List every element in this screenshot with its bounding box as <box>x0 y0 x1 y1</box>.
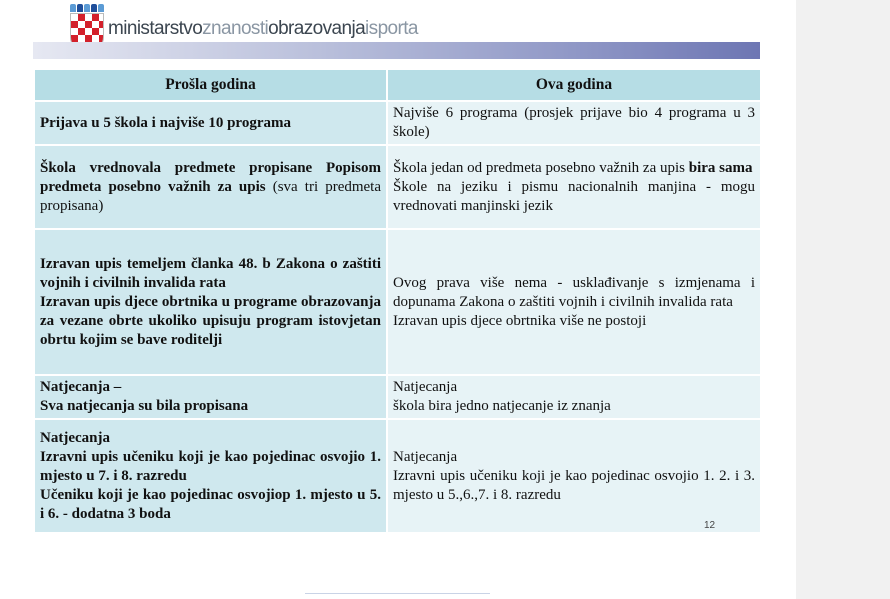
ministry-logo-text <box>108 18 418 40</box>
this-year-cell <box>387 145 761 229</box>
cell-text: Najviše 6 programa (prosjek prijave bio 4 programa u 3 škole) <box>393 105 755 140</box>
brand-segment: znanosti <box>202 18 269 39</box>
brand-segment: obrazovanja <box>268 18 366 39</box>
previous-year-cell <box>34 145 387 229</box>
cell-text: Natjecanja <box>393 379 458 395</box>
cell-text: Ovog prava više nema - usklađivanje s izmjenama i dopunama Zakona o zaštiti vojnih i civilnih invalida rata <box>393 274 755 310</box>
this-year-cell <box>387 101 761 145</box>
table-row <box>34 229 761 375</box>
table-row <box>34 145 761 229</box>
cell-text: Izravan upis temeljem članka 48. b Zakona o zaštiti vojnih i civilnih invalida rata <box>40 255 381 291</box>
comparison-table <box>33 68 762 534</box>
this-year-cell <box>387 419 761 533</box>
table-row <box>34 101 761 145</box>
this-year-cell <box>387 375 761 419</box>
header-gradient-bar <box>33 42 760 59</box>
brand-segment: ministarstvo <box>108 18 203 39</box>
column-header-this-year: Ova godina <box>387 69 761 101</box>
cell-text: Sva natjecanja su bila propisana <box>40 398 249 414</box>
cell-text: Izravni upis učeniku koji je kao pojedinac osvojio 1. mjesto u 7. i 8. razredu <box>40 448 381 484</box>
cell-text: Učeniku koji je kao pojedinac osvojiop 1. mjesto u 5. i 6. - dodatna 3 boda <box>40 486 381 522</box>
brand-segment: i <box>365 18 369 39</box>
cell-text: Izravan upis djece obrtnika u programe obrazovanja za vezane obrte ukoliko upisuju program istovjetan obrtu kojim se bave roditelji <box>40 293 381 348</box>
cell-text: bira sama <box>688 159 753 176</box>
cell-text: Škola jedan od predmeta posebno važnih za upis <box>393 159 689 176</box>
cell-text: Škole na jeziku i pismu nacionalnih manjina - mogu vrednovati manjinski jezik <box>393 178 755 214</box>
cell-text: Izravni upis učeniku koji je kao pojedinac osvojio 1. 2. i 3. mjesto u 5.,6.,7. i 8. razredu <box>393 467 755 503</box>
cell-text: Prijava u 5 škola i najviše 10 programa <box>40 114 291 131</box>
brand-segment: sporta <box>368 18 418 39</box>
cell-text: škola bira jedno natjecanje iz znanja <box>393 398 611 414</box>
table-header-row <box>34 69 761 101</box>
footer-divider <box>305 593 490 594</box>
side-panel <box>796 0 890 599</box>
cell-text: Škola vrednovala predmete propisane Popisom predmeta posebno važnih za upis <box>40 159 381 195</box>
cell-text: Natjecanja <box>393 448 458 465</box>
this-year-cell <box>387 229 761 375</box>
cell-text: Natjecanja – <box>40 379 122 395</box>
previous-year-cell <box>34 229 387 375</box>
previous-year-cell <box>34 375 387 419</box>
cell-text: Izravan upis djece obrtnika više ne postoji <box>393 312 647 329</box>
cell-text: Natjecanja <box>40 429 110 446</box>
previous-year-cell <box>34 419 387 533</box>
column-header-previous-year: Prošla godina <box>34 69 387 101</box>
cell-text: (sva tri predmeta propisana) <box>40 178 382 214</box>
previous-year-cell <box>34 101 387 145</box>
table-row <box>34 419 761 533</box>
table-row <box>34 375 761 419</box>
page-number: 12 <box>704 520 716 531</box>
